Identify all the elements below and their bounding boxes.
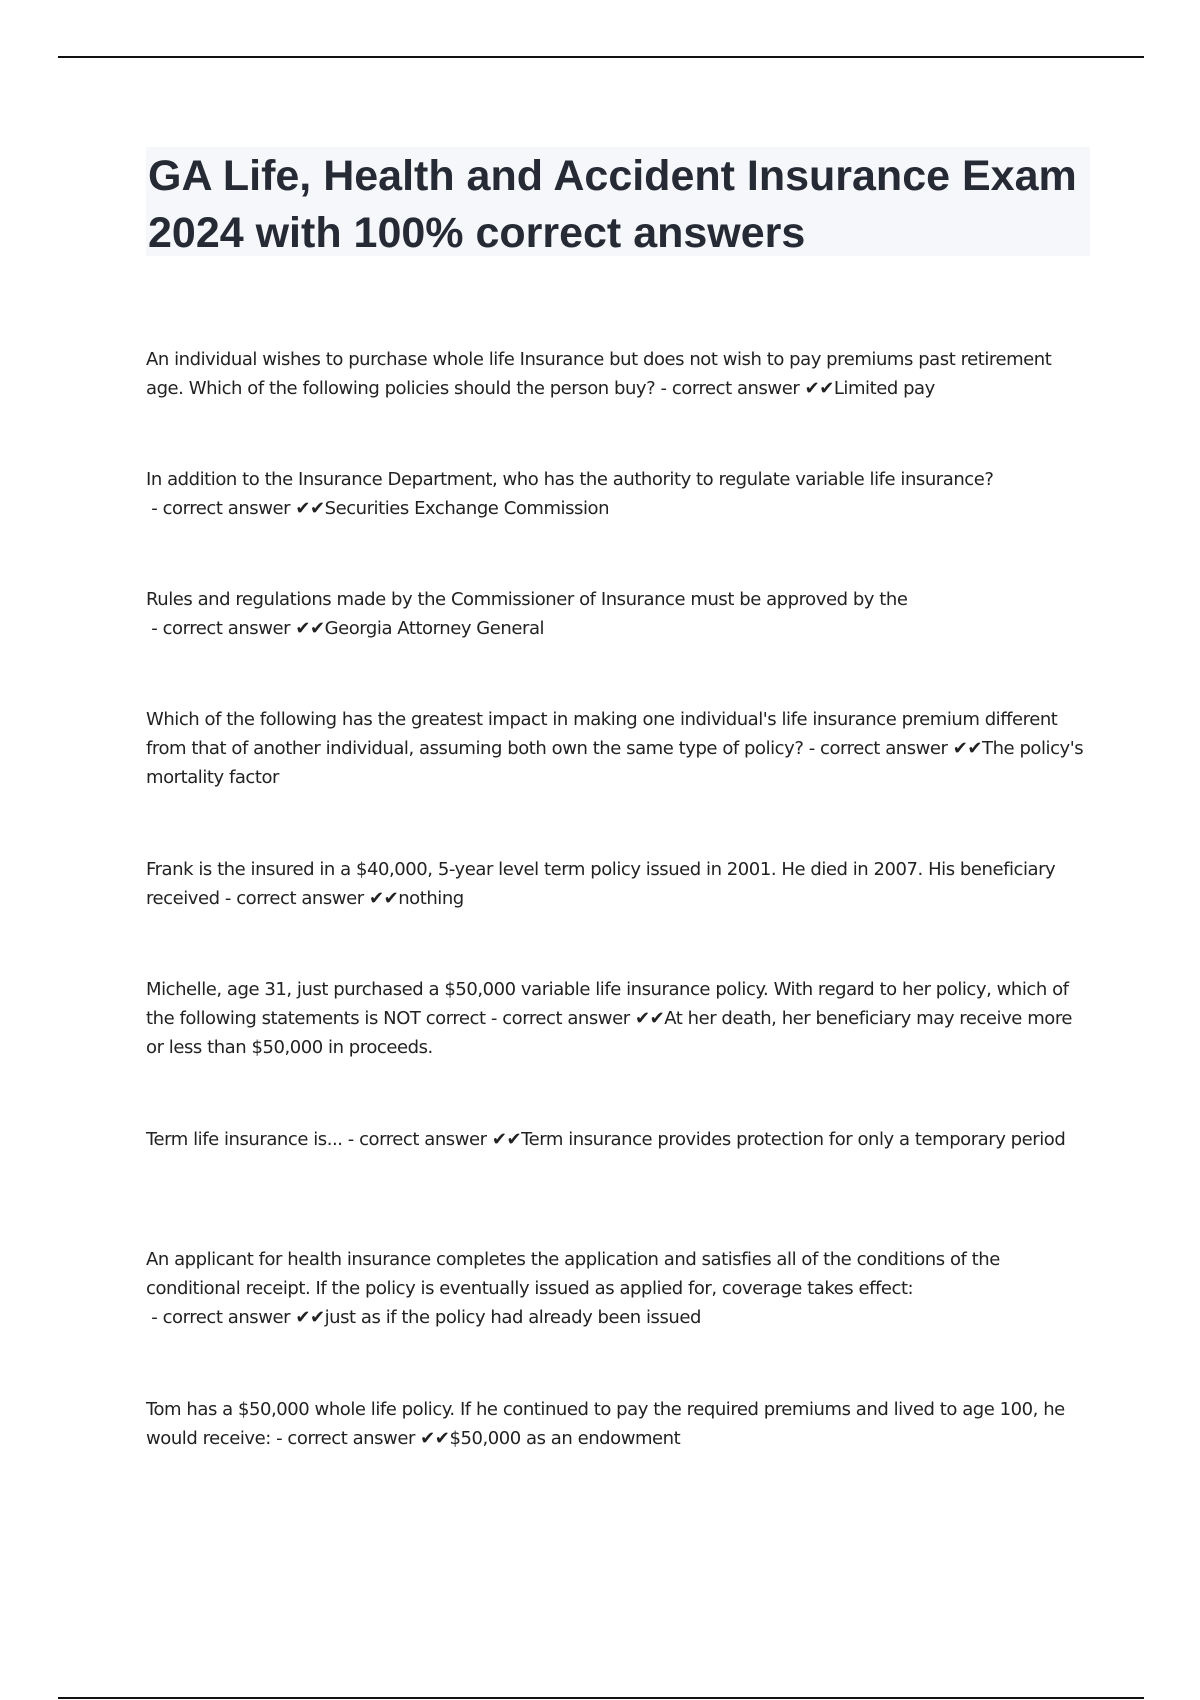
question-text: Michelle, age 31, just purchased a $50,000 variable life insurance policy. With regard to her policy, which of the following statements is NOT correct [146,979,1069,1029]
question-text: Frank is the insured in a $40,000, 5-year level term policy issued in 2001. He died in 2007. His beneficiary received [146,859,1056,909]
check-mark-icon: ✔✔ [491,1129,522,1150]
answer-text: At her death, her beneficiary may receive more or less than $50,000 in proceeds. [146,1008,1073,1058]
correct-answer-label: - correct answer [342,1129,492,1150]
qa-item [146,975,1092,1062]
answer-text: Securities Exchange Commission [324,498,610,519]
check-mark-icon: ✔✔ [804,378,834,399]
question-text: Which of the following has the greatest impact in making one individual's life insurance premium different from that of another individual, assuming both own the same type of policy? [146,709,1058,759]
qa-item [146,855,1092,913]
check-mark-icon: ✔✔ [295,618,325,639]
title-block [146,147,1090,256]
qa-item [146,1245,1092,1332]
question-text: An individual wishes to purchase whole life Insurance but does not wish to pay premiums past retirement age. Which of the following policies should the person buy? [146,349,1052,399]
check-mark-icon: ✔✔ [952,738,983,759]
bottom-rule [58,1697,1144,1699]
correct-answer-label: - correct answer [803,738,953,759]
check-mark-icon: ✔✔ [295,1307,325,1328]
answer-text: The policy's mortality factor [146,738,1084,788]
question-text: An applicant for health insurance completes the application and satisfies all of the conditions of the conditional receipt. If the policy is eventually issued as applied for, coverage takes effect: [146,1249,1000,1299]
qa-item [146,345,1092,403]
question-text: Tom has a $50,000 whole life policy. If he continued to pay the required premiums and lived to age 100, he would receive: [146,1399,1065,1449]
document-title: GA Life, Health and Accident Insurance Exam 2024 with 100% correct answers [148,152,1077,257]
answer-text: just as if the policy had already been issued [324,1307,701,1328]
qa-item [146,1125,1092,1154]
correct-answer-label: - correct answer [655,378,805,399]
qa-item [146,465,1092,523]
correct-answer-label: - correct answer [146,618,296,639]
question-text: Rules and regulations made by the Commissioner of Insurance must be approved by the [146,589,908,610]
correct-answer-label: - correct answer [146,1307,296,1328]
check-mark-icon: ✔✔ [634,1008,665,1029]
top-rule [58,56,1144,58]
check-mark-icon: ✔✔ [368,888,399,909]
question-text: In addition to the Insurance Department, who has the authority to regulate variable life insurance? [146,469,994,490]
answer-text: Limited pay [833,378,935,399]
check-mark-icon: ✔✔ [295,498,325,519]
correct-answer-label: - correct answer [270,1428,421,1449]
qa-item [146,705,1092,792]
correct-answer-label: - correct answer [146,498,296,519]
answer-text: Georgia Attorney General [324,618,545,639]
correct-answer-label: - correct answer [485,1008,635,1029]
correct-answer-label: - correct answer [219,888,369,909]
question-text: Term life insurance is... [146,1129,343,1150]
answer-text: Term insurance provides protection for only a temporary period [521,1129,1066,1150]
answer-text: nothing [398,888,464,909]
check-mark-icon: ✔✔ [420,1428,450,1449]
qa-item [146,585,1092,643]
qa-item [146,1395,1092,1453]
answer-text: $50,000 as an endowment [449,1428,681,1449]
